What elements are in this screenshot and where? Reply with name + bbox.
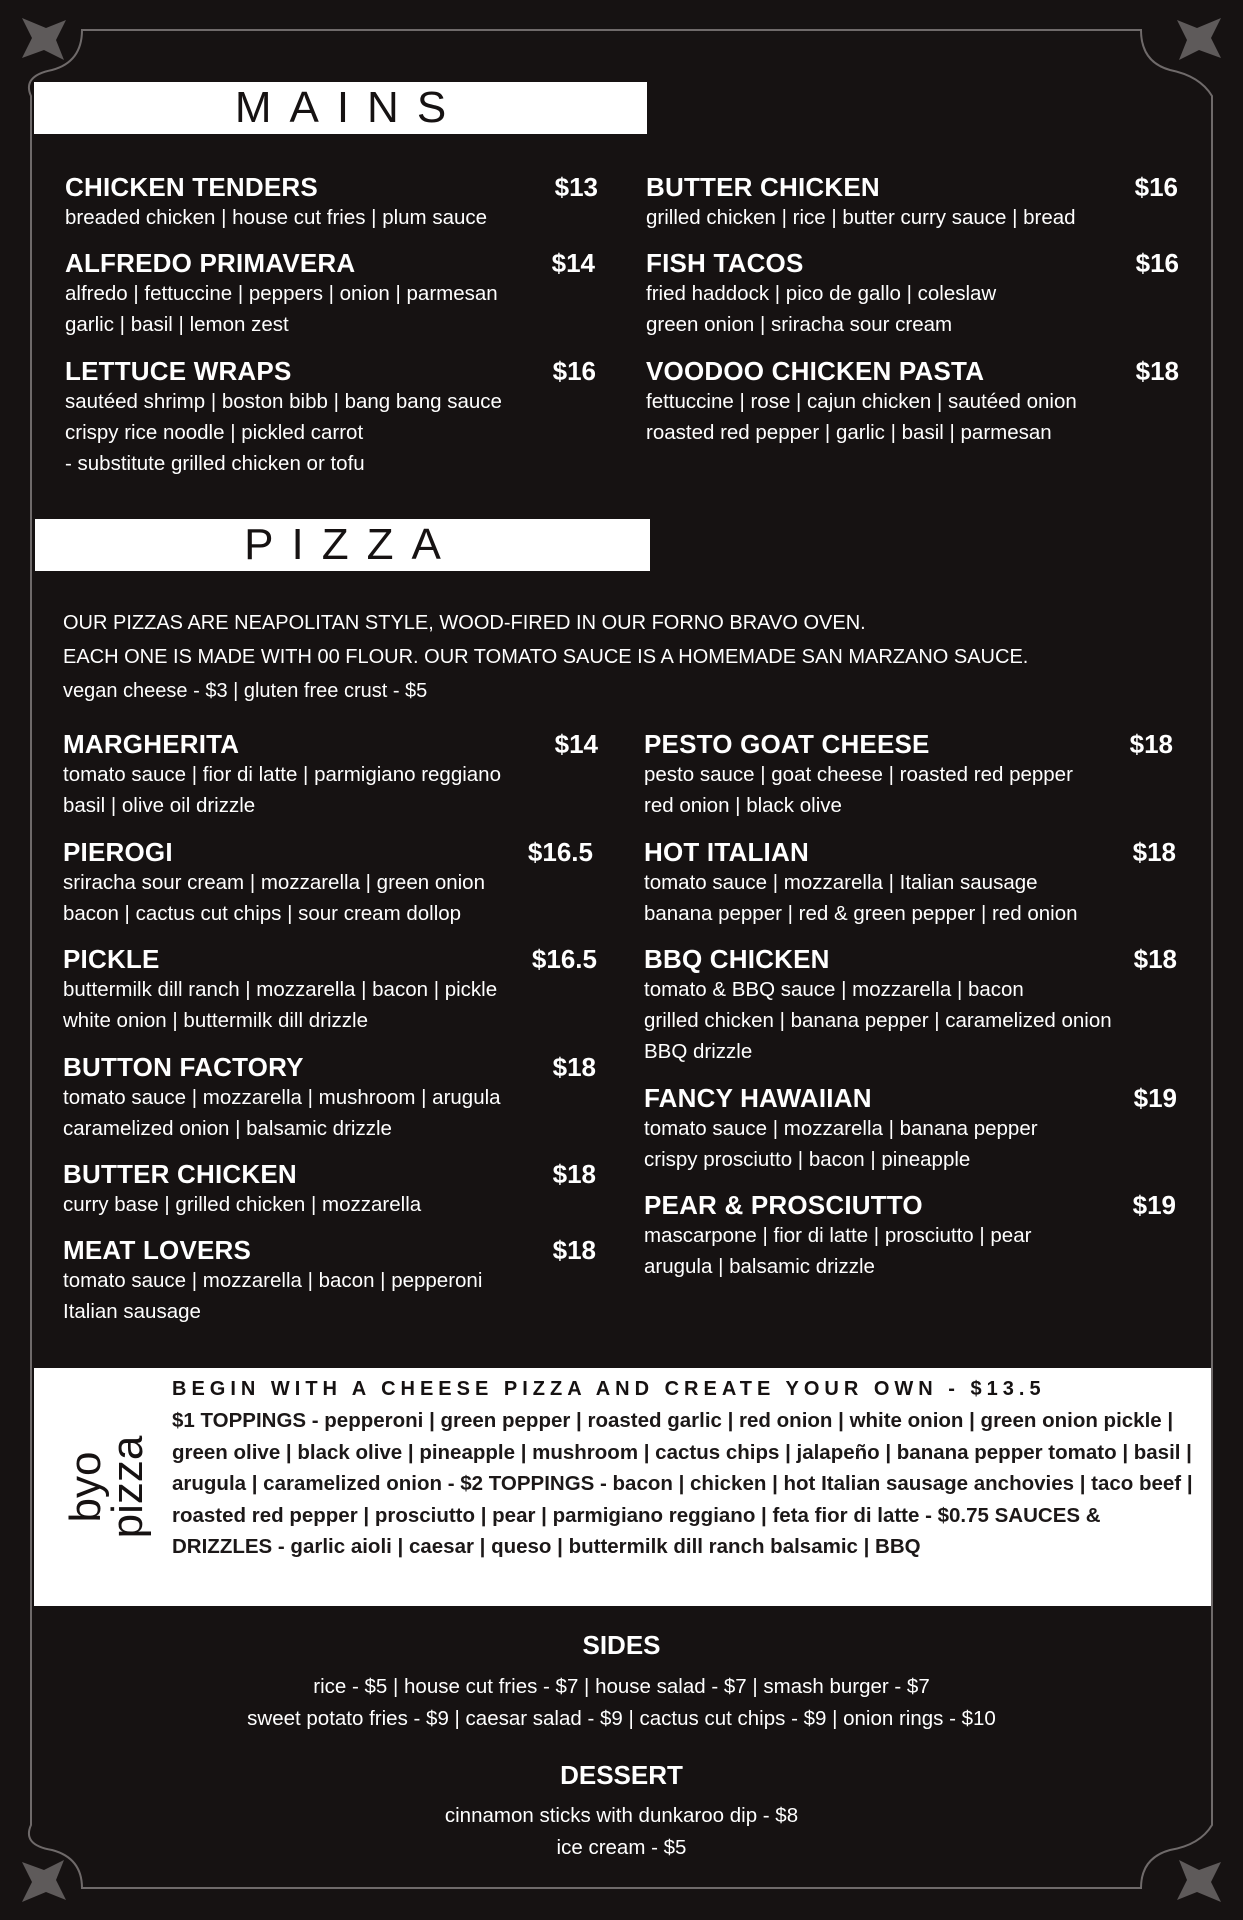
toppings-list: - garlic aioli | caesar | queso | buttermilk dill ranch balsamic | BBQ [272, 1535, 921, 1558]
pizza-banner [35, 519, 650, 571]
item-name: PESTO GOAT CHEESE [644, 729, 930, 759]
menu-item [65, 172, 598, 233]
corner-star-icon [22, 1860, 66, 1902]
item-name: BUTTER CHICKEN [646, 172, 880, 202]
sides-line: rice - $5 | house cut fries - $7 | house salad - $7 | smash burger - $7 [313, 1675, 930, 1698]
item-name: PEAR & PROSCIUTTO [644, 1190, 923, 1220]
item-description [644, 1113, 1177, 1175]
mains-banner [34, 82, 647, 134]
byo-title-line: pizza [102, 1435, 152, 1539]
item-price: $18 [552, 1159, 596, 1189]
menu-item [646, 172, 1178, 233]
byo-pizza-panel [34, 1368, 1211, 1606]
byo-heading: BEGIN WITH A CHEESE PIZZA AND CREATE YOUR OWN - $13.5 [172, 1378, 1046, 1400]
item-description [65, 386, 596, 479]
menu-item [65, 356, 596, 479]
description-line: grilled chicken | banana pepper | caramelized onion [644, 1009, 1112, 1032]
item-description [646, 202, 1178, 233]
menu-item [63, 729, 598, 821]
description-line: tomato sauce | mozzarella | mushroom | arugula [63, 1086, 501, 1109]
item-price: $18 [552, 1052, 596, 1082]
description-line: breaded chicken | house cut fries | plum sauce [65, 206, 488, 229]
item-price: $16 [1135, 248, 1179, 278]
pizza-title: PIZZA [244, 520, 459, 569]
item-name: BUTTON FACTORY [63, 1052, 304, 1082]
item-price: $18 [1132, 837, 1176, 867]
item-description [63, 974, 597, 1036]
description-line: fried haddock | pico de gallo | coleslaw [646, 282, 997, 305]
description-line: mascarpone | fior di latte | prosciutto | pear [644, 1224, 1032, 1247]
description-line: - substitute grilled chicken or tofu [65, 452, 365, 475]
item-description [63, 1265, 596, 1327]
description-line: green onion | sriracha sour cream [646, 313, 953, 336]
description-line: garlic | basil | lemon zest [65, 313, 289, 336]
intro-line: EACH ONE IS MADE WITH 00 FLOUR. OUR TOMATO SAUCE IS A HOMEMADE SAN MARZANO SAUCE. [63, 646, 1029, 668]
description-line: tomato & BBQ sauce | mozzarella | bacon [644, 978, 1024, 1001]
item-name: ALFREDO PRIMAVERA [65, 248, 356, 278]
item-price: $18 [1133, 944, 1177, 974]
menu-item [63, 837, 593, 929]
description-line: buttermilk dill ranch | mozzarella | bacon | pickle [63, 978, 498, 1001]
item-name: BUTTER CHICKEN [63, 1159, 297, 1189]
byo-title-line: byo [60, 1451, 110, 1523]
toppings-list: - pepperoni | green pepper | roasted garlic | red onion | white onion | green onion pickle | green olive | black olive | pineapple | mushroom | cactus chips | jalapeño | banana pepper tomato | basil | arugula | caramelized onion - [172, 1409, 1192, 1495]
sides-title: SIDES [582, 1630, 661, 1660]
description-line: alfredo | fettuccine | peppers | onion | parmesan [65, 282, 498, 305]
item-name: CHICKEN TENDERS [65, 172, 318, 202]
description-line: BBQ drizzle [644, 1040, 753, 1063]
item-price: $14 [551, 248, 595, 278]
menu-item [644, 944, 1177, 1067]
corner-star-icon [22, 18, 66, 60]
item-name: HOT ITALIAN [644, 837, 809, 867]
description-line: sautéed shrimp | boston bibb | bang bang sauce [65, 390, 502, 413]
item-price: $18 [1129, 729, 1173, 759]
intro-line: OUR PIZZAS ARE NEAPOLITAN STYLE, WOOD-FIRED IN OUR FORNO BRAVO OVEN. [63, 612, 866, 634]
item-price: $18 [552, 1235, 596, 1265]
pizza-intro [63, 606, 1028, 708]
description-line: curry base | grilled chicken | mozzarella [63, 1193, 422, 1216]
item-description [63, 867, 593, 929]
menu-item [63, 1159, 596, 1220]
description-line: pesto sauce | goat cheese | roasted red pepper [644, 763, 1073, 786]
description-line: basil | olive oil drizzle [63, 794, 256, 817]
description-line: arugula | balsamic drizzle [644, 1255, 875, 1278]
item-name: FISH TACOS [646, 248, 804, 278]
item-description [644, 867, 1176, 929]
dessert-list [0, 1800, 1243, 1863]
description-line: white onion | buttermilk dill drizzle [63, 1009, 368, 1032]
description-line: tomato sauce | mozzarella | banana pepper [644, 1117, 1038, 1140]
item-description [644, 1220, 1176, 1282]
description-line: red onion | black olive [644, 794, 842, 817]
sides-list [0, 1671, 1243, 1734]
item-price: $13 [554, 172, 598, 202]
menu-item [65, 248, 595, 340]
menu-item [63, 1052, 596, 1144]
toppings-label: $2 TOPPINGS [460, 1472, 595, 1495]
item-name: PICKLE [63, 944, 160, 974]
item-price: $18 [1135, 356, 1179, 386]
byo-pizza-title [34, 1368, 179, 1606]
item-name: MEAT LOVERS [63, 1235, 252, 1265]
toppings-label: $0.75 SAUCES & DRIZZLES [172, 1503, 1101, 1558]
description-line: caramelized onion | balsamic drizzle [63, 1117, 392, 1140]
item-description [644, 759, 1173, 821]
description-line: bacon | cactus cut chips | sour cream dollop [63, 902, 462, 925]
dessert-line: ice cream - $5 [556, 1835, 687, 1859]
description-line: tomato sauce | mozzarella | bacon | pepperoni [63, 1269, 483, 1292]
sides-line: sweet potato fries - $9 | caesar salad - $9 | cactus cut chips - $9 | onion rings - $10 [247, 1706, 996, 1730]
item-name: LETTUCE WRAPS [65, 356, 292, 386]
mains-title: MAINS [234, 83, 465, 132]
byo-toppings [172, 1405, 1197, 1563]
item-description [644, 974, 1177, 1067]
menu-item [63, 944, 597, 1036]
item-description [63, 759, 598, 821]
item-description [65, 202, 598, 233]
item-description [646, 278, 1179, 340]
item-price: $16 [552, 356, 596, 386]
item-name: FANCY HAWAIIAN [644, 1083, 872, 1113]
menu-item [644, 729, 1173, 821]
menu-item [646, 356, 1179, 448]
item-price: $16.5 [527, 837, 593, 867]
menu-item [63, 1235, 596, 1327]
item-price: $19 [1132, 1190, 1176, 1220]
item-description [65, 278, 595, 340]
item-name: PIEROGI [63, 837, 173, 867]
corner-star-icon [1177, 18, 1221, 60]
toppings-label: $1 TOPPINGS [172, 1409, 307, 1432]
dessert-line: cinnamon sticks with dunkaroo dip - $8 [444, 1804, 799, 1827]
menu-item [644, 1083, 1177, 1175]
menu-item [646, 248, 1179, 340]
description-line: tomato sauce | fior di latte | parmigiano reggiano [63, 763, 501, 786]
description-line: Italian sausage [63, 1300, 201, 1323]
description-line: sriracha sour cream | mozzarella | green onion [63, 871, 485, 894]
item-name: VOODOO CHICKEN PASTA [646, 356, 985, 386]
item-name: MARGHERITA [63, 729, 240, 759]
item-description [646, 386, 1179, 448]
description-line: roasted red pepper | garlic | basil | parmesan [646, 421, 1052, 444]
description-line: crispy prosciutto | bacon | pineapple [644, 1148, 971, 1171]
description-line: tomato sauce | mozzarella | Italian sausage [644, 871, 1038, 894]
item-price: $19 [1133, 1083, 1177, 1113]
description-line: crispy rice noodle | pickled carrot [65, 421, 364, 444]
item-description [63, 1189, 596, 1220]
corner-star-icon [1177, 1860, 1221, 1902]
description-line: fettuccine | rose | cajun chicken | sautéed onion [646, 390, 1077, 413]
menu-item [644, 1190, 1176, 1282]
item-price: $14 [554, 729, 598, 759]
menu-item [644, 837, 1176, 929]
item-price: $16.5 [531, 944, 597, 974]
toppings-list: - bacon | chicken | hot Italian sausage anchovies | taco beef | roasted red pepper | prosciutto | pear | parmigiano reggiano | feta fior di latte - [172, 1472, 1193, 1527]
intro-line: vegan cheese - $3 | gluten free crust - $5 [63, 680, 428, 702]
item-description [63, 1082, 596, 1144]
description-line: grilled chicken | rice | butter curry sauce | bread [646, 206, 1076, 229]
item-price: $16 [1134, 172, 1178, 202]
item-name: BBQ CHICKEN [644, 944, 830, 974]
description-line: banana pepper | red & green pepper | red onion [644, 902, 1078, 925]
dessert-title: DESSERT [560, 1760, 683, 1790]
